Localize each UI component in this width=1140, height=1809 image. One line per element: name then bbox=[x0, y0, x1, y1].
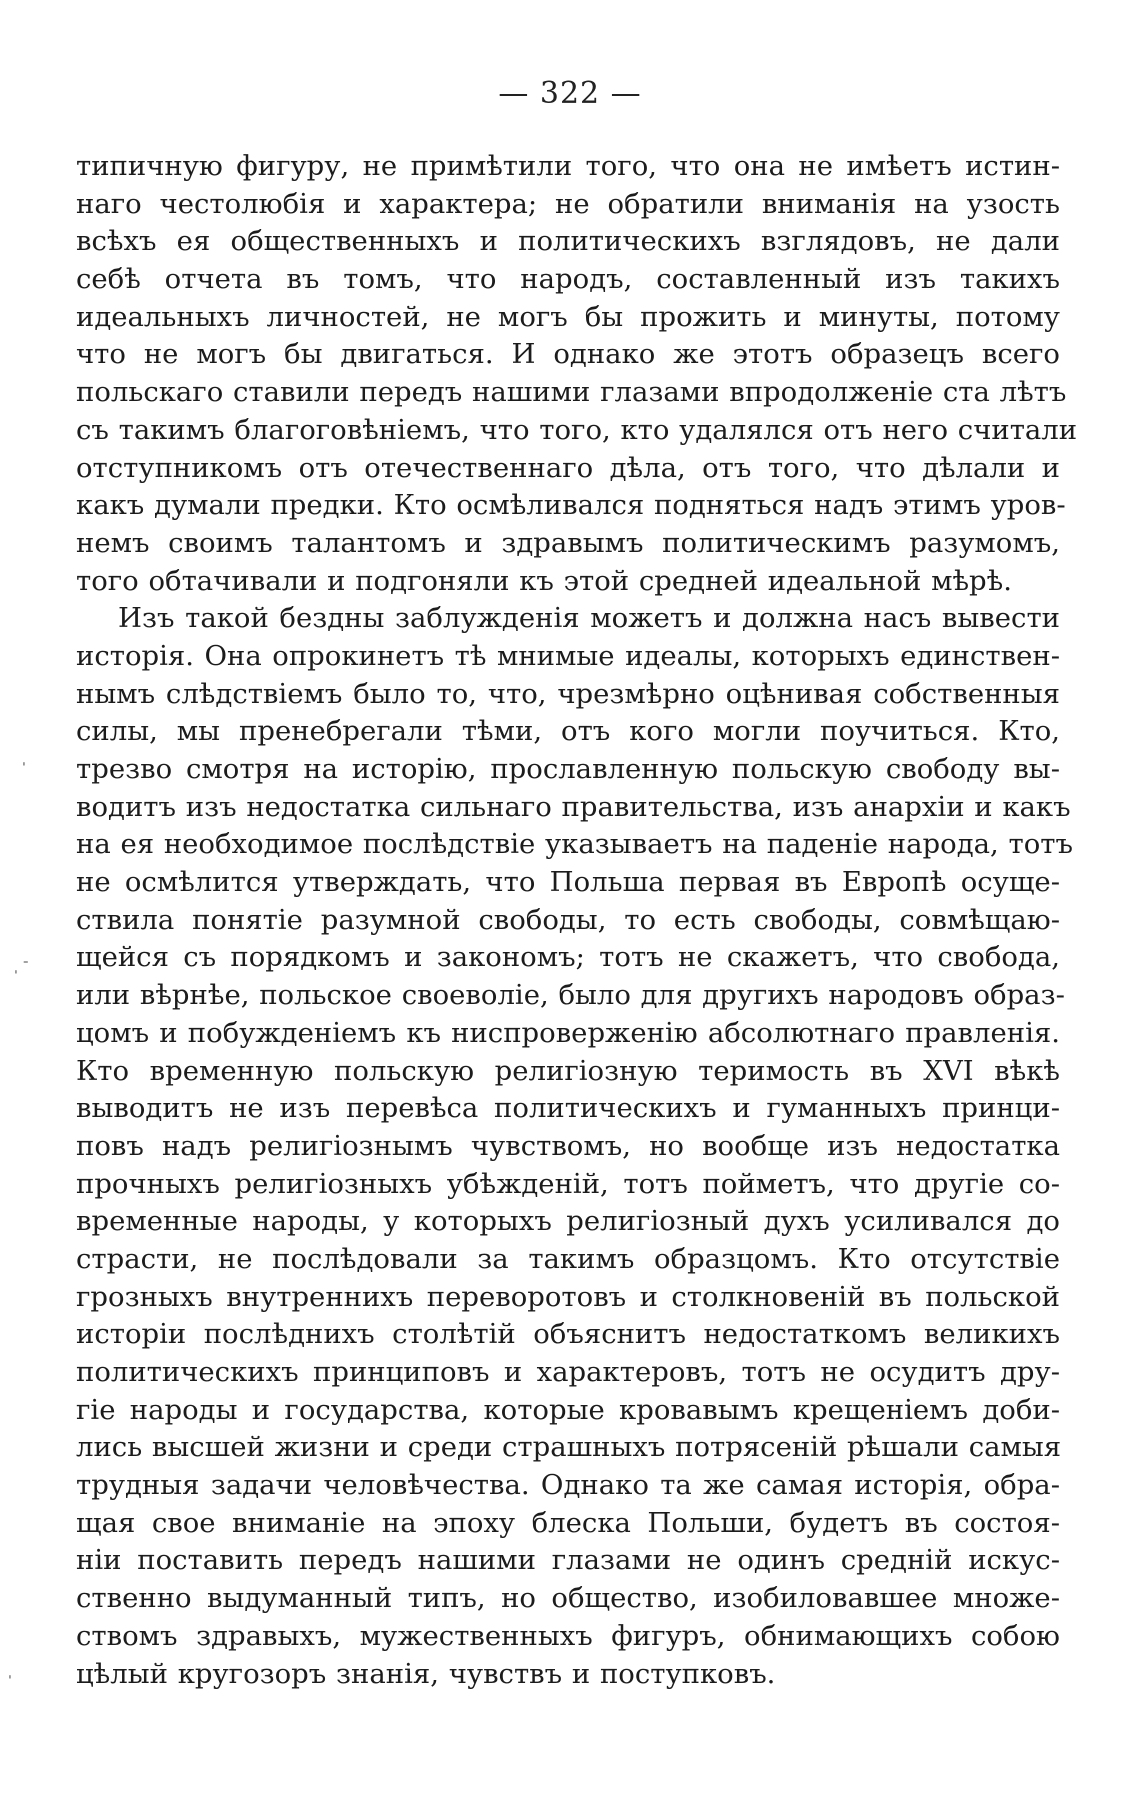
text-line: водитъ изъ недостатка сильнаго правительства, изъ анархіи и какъ bbox=[76, 790, 1071, 823]
text-line: немъ своимъ талантомъ и здравымъ политическимъ разумомъ, bbox=[76, 526, 1060, 559]
text-line: Изъ такой бездны заблужденія можетъ и должна насъ вывести bbox=[118, 602, 1060, 635]
text-line: на ея необходимое послѣдствіе указываетъ на паденіе народа, тотъ bbox=[76, 828, 1073, 861]
text-line: повъ надъ религіознымъ чувствомъ, но вообще изъ недостатка bbox=[76, 1129, 1060, 1162]
text-line: ніи поставить передъ нашими глазами не одинъ средній искус- bbox=[76, 1544, 1060, 1577]
text-line: что не могъ бы двигаться. И однако же этотъ образецъ всего bbox=[76, 338, 1060, 371]
page-number: — 322 — bbox=[498, 76, 642, 111]
text-line: прочныхъ религіозныхъ убѣжденій, тотъ пойметъ, что другіе со- bbox=[76, 1167, 1060, 1200]
text-line: трудныя задачи человѣчества. Однако та же самая исторія, обра- bbox=[76, 1469, 1060, 1502]
text-line: щейся съ порядкомъ и закономъ; тотъ не скажетъ, что свобода, bbox=[76, 941, 1060, 974]
margin-mark: ˌ bbox=[22, 752, 26, 768]
text-line: трезво смотря на исторію, прославленную польскую свободу вы- bbox=[76, 753, 1060, 785]
text-line: ствила понятіе разумной свободы, то есть свободы, совмѣщаю- bbox=[76, 903, 1060, 936]
margin-mark: ˌ ˉ bbox=[14, 960, 30, 976]
text-line: не осмѣлится утверждать, что Польша первая въ Европѣ осуще- bbox=[76, 866, 1060, 899]
text-line: отступникомъ отъ отечественнаго дѣла, отъ того, что дѣлали и bbox=[76, 451, 1060, 484]
text-line: щая свое вниманіе на эпоху блеска Польши, будетъ въ состоя- bbox=[76, 1506, 1060, 1539]
text-line: выводитъ не изъ перевѣса политическихъ и гуманныхъ принци- bbox=[76, 1092, 1060, 1125]
text-line: политическихъ принциповъ и характеровъ, тотъ не осудитъ дру- bbox=[76, 1356, 1060, 1388]
text-line: гіе народы и государства, которые кровавымъ крещеніемъ доби- bbox=[76, 1393, 1060, 1426]
text-line: или вѣрнѣе, польское своеволіе, было для другихъ народовъ образ- bbox=[76, 979, 1065, 1012]
text-line: какъ думали предки. Кто осмѣливался подняться надъ этимъ уров- bbox=[76, 489, 1066, 522]
text-line: исторіи послѣднихъ столѣтій объяснитъ недостаткомъ великихъ bbox=[76, 1318, 1060, 1351]
text-line: временные народы, у которыхъ религіозный духъ усиливался до bbox=[76, 1205, 1060, 1238]
margin-mark: ˌ bbox=[8, 1665, 12, 1681]
text-line: грозныхъ внутреннихъ переворотовъ и столкновеній въ польской bbox=[76, 1280, 1060, 1313]
body-text bbox=[76, 148, 1078, 1693]
text-line: страсти, не послѣдовали за такимъ образцомъ. Кто отсутствіе bbox=[76, 1242, 1060, 1275]
text-line: исторія. Она опрокинетъ тѣ мнимые идеалы, которыхъ единствен- bbox=[76, 639, 1060, 672]
text-line: всѣхъ ея общественныхъ и политическихъ взглядовъ, не дали bbox=[76, 225, 1060, 258]
text-line: того обтачивали и подгоняли къ этой средней идеальной мѣрѣ. bbox=[76, 564, 1012, 597]
text-line: типичную фигуру, не примѣтили того, что она не имѣетъ истин- bbox=[76, 150, 1060, 182]
text-line: нымъ слѣдствіемъ было то, что, чрезмѣрно оцѣнивая собственныя bbox=[76, 677, 1060, 710]
text-line: лись высшей жизни и среди страшныхъ потрясеній рѣшали самыя bbox=[76, 1431, 1062, 1464]
text-line: цѣлый кругозоръ знанія, чувствъ и поступковъ. bbox=[76, 1657, 776, 1690]
text-line: ствомъ здравыхъ, мужественныхъ фигуръ, обнимающихъ собою bbox=[76, 1619, 1060, 1652]
text-line: польскаго ставили передъ нашими глазами впродолженіе ста лѣтъ bbox=[76, 376, 1067, 409]
text-line: идеальныхъ личностей, не могъ бы прожить и минуты, потому bbox=[76, 300, 1060, 333]
text-line: Кто временную польскую религіозную теримость въ XVI вѣкѣ bbox=[76, 1054, 1060, 1087]
text-line: наго честолюбія и характера; не обратили вниманія на узость bbox=[76, 187, 1060, 220]
text-line: себѣ отчета въ томъ, что народъ, составленный изъ такихъ bbox=[76, 263, 1060, 296]
text-line: силы, мы пренебрегали тѣми, отъ кого могли поучиться. Кто, bbox=[76, 715, 1060, 748]
text-line: цомъ и побужденіемъ къ ниспроверженію абсолютнаго правленія. bbox=[76, 1016, 1060, 1049]
text-line: ственно выдуманный типъ, но общество, изобиловавшее множе- bbox=[76, 1582, 1060, 1615]
text-line: съ такимъ благоговѣніемъ, что того, кто удалялся отъ него считали bbox=[76, 413, 1078, 446]
